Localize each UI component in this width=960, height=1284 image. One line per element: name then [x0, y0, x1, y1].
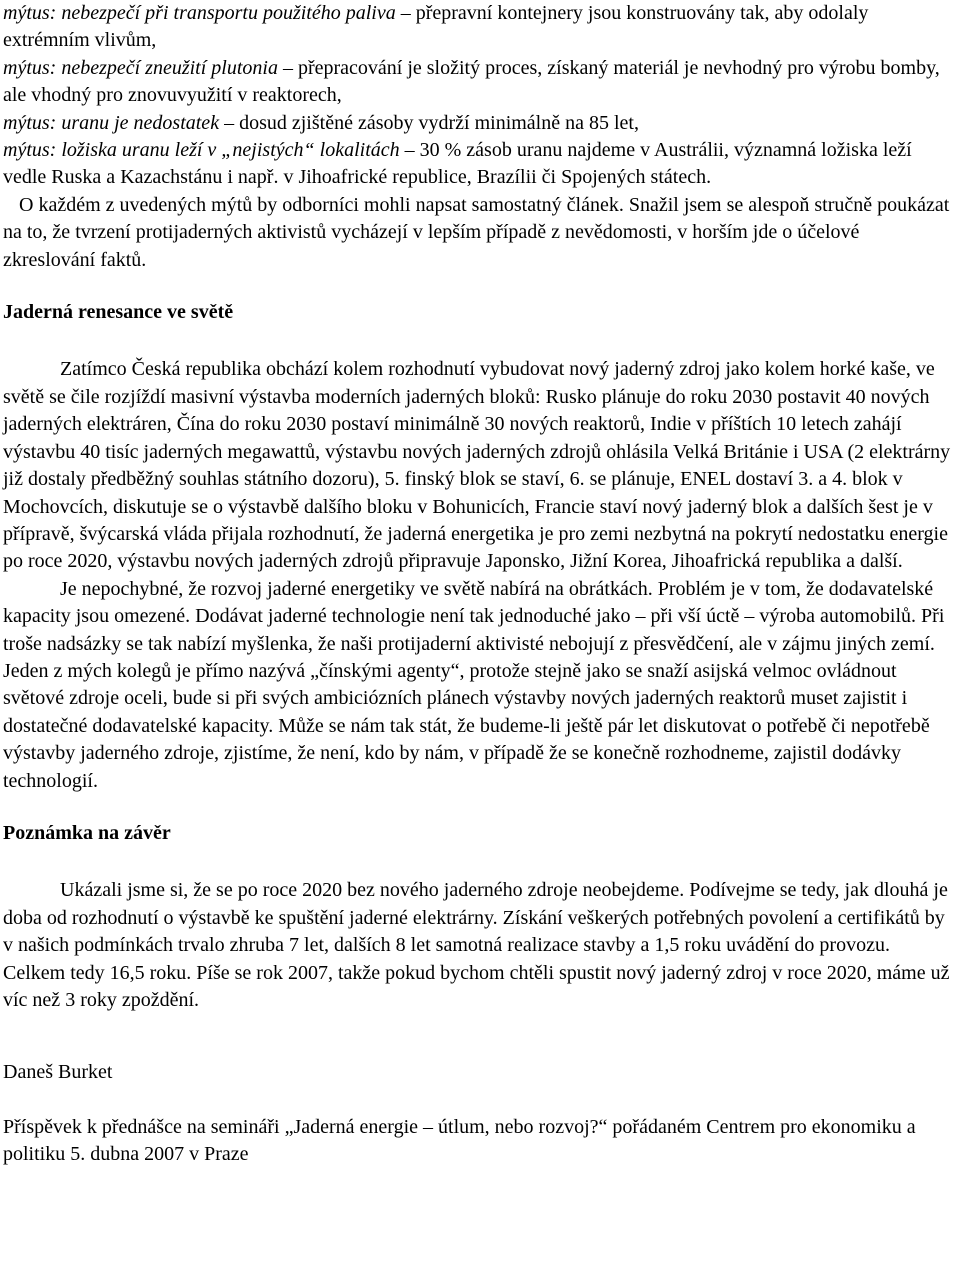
myth-item: [3, 137, 955, 192]
myth-item: [3, 110, 955, 137]
author-name: Daneš Burket: [3, 1061, 113, 1084]
myth-text: – přepracování je složitý proces, získaný materiál je nevhodný pro výrobu bomby, ale vhodný pro znovuvyužití v reaktorech,: [3, 56, 940, 107]
section-heading: Poznámka na závěr: [3, 821, 171, 844]
paragraph: Zatímco Česká republika obchází kolem rozhodnutí vybudovat nový jaderný zdroj jako kolem horké kaše, ve světě se čile rozjíždí masivní výstavba moderních jaderných bloků: Rusko plánuje do roku 2030 postavit 40 nových jaderných elektráren, Čína do roku 2030 postaví minimálně 30 nových reaktorů, Indie v příštích 10 letech zahájí výstavbu 40 tisíc jaderných megawattů, výstavbu nových jaderných zdrojů ohlásila Velká Británie i USA (2 elektrárny již dostaly předběžný souhlas státního dozoru), 5. finský blok se staví, 6. se plánuje, ENEL dostaví 3. a 4. blok v Mochovcích, diskutuje se o výstavbě dalšího bloku v Bohunicích, Francie staví nový jaderný blok a dalších šest je v přípravě, švýcarská vláda přijala rozhodnutí, že jaderná energetika je pro zemi nezbytná na pokrytí nedostatku energie po roce 2020, výstavbu nových jaderných zdrojů připravuje Japonsko, Jižní Korea, Jihoafrická republika a další.: [3, 358, 951, 573]
myth-label: mýtus: ložiska uranu leží v „nejistých“ lokalitách: [3, 139, 400, 162]
myth-text: – dosud zjištěné zásoby vydrží minimálně na 85 let,: [219, 111, 639, 134]
section-heading: Jaderná renesance ve světě: [3, 301, 234, 324]
myth-label: mýtus: nebezpečí zneužití plutonia: [3, 56, 278, 79]
myth-label: mýtus: uranu je nedostatek: [3, 111, 220, 134]
myths-list: [3, 0, 955, 274]
section-body: [3, 356, 955, 795]
footnote: Příspěvek k přednášce na semináři „Jaderná energie – útlum, nebo rozvoj?“ pořádaném Centrem pro ekonomiku a politiku 5. dubna 2007 v Praze: [3, 1115, 916, 1166]
myth-item: [3, 0, 955, 55]
myths-conclusion: O každém z uvedených mýtů by odborníci mohli napsat samostatný článek. Snažil jsem se alespoň stručně poukázat na to, že tvrzení protijaderných aktivistů vycházejí v lepším případě z nevědomosti, v horším jde o účelové zkreslování faktů.: [3, 193, 950, 271]
paragraph: Je nepochybné, že rozvoj jaderné energetiky ve světě nabírá na obrátkách. Problém je v tom, že dodavatelské kapacity jsou omezené. Dodávat jaderné technologie není tak jednoduché jako – při vší úctě – výroba automobilů. Při troše nadsázky se tak nabízí myšlenka, že naši protijaderní aktivisté nebojují z přesvědčení, ale v zájmu jiných zemí. Jeden z mých kolegů je přímo nazývá „čínskými agenty“, protože stejně jako se snaží asijská velmoc ovládnout světové zdroje oceli, bude si při svých ambiciózních plánech výstavby nových jaderných reaktorů muset zajistit i dostatečné dodavatelské kapacity. Může se nám tak stát, že budeme-li ještě pár let diskutovat o potřebě či nepotřebě výstavby jaderného zdroje, zjistíme, že není, kdo by nám, v případě že se konečně rozhodneme, zajistil dodávky technologií.: [3, 577, 945, 792]
myth-text: – 30 % zásob uranu najdeme v Austrálii, významná ložiska leží vedle Ruska a Kazachstánu i např. v Jihoafrické republice, Brazílii či Spojených státech.: [3, 139, 912, 189]
document-page: [3, 0, 955, 1169]
myth-text: – přepravní kontejnery jsou konstruovány tak, aby odolaly extrémním vlivům,: [3, 2, 869, 52]
myth-label: mýtus: nebezpečí při transportu použitého paliva: [3, 2, 396, 24]
paragraph: Ukázali jsme si, že se po roce 2020 bez nového jaderného zdroje neobejdeme. Podívejme se tedy, jak dlouhá je doba od rozhodnutí o výstavbě ke spuštění jaderné elektrárny. Získání veškerých potřebných povolení a certifikátů by v našich podmínkách trvalo zhruba 7 let, dalších 8 let samotná realizace stavby a 1,5 roku uvádění do provozu. Celkem tedy 16,5 roku. Píše se rok 2007, takže pokud bychom chtěli spustit nový jaderný zdroj v roce 2020, máme už víc než 3 roky zpoždění.: [3, 879, 950, 1011]
section-body: [3, 877, 955, 1014]
myth-item: [3, 55, 955, 110]
